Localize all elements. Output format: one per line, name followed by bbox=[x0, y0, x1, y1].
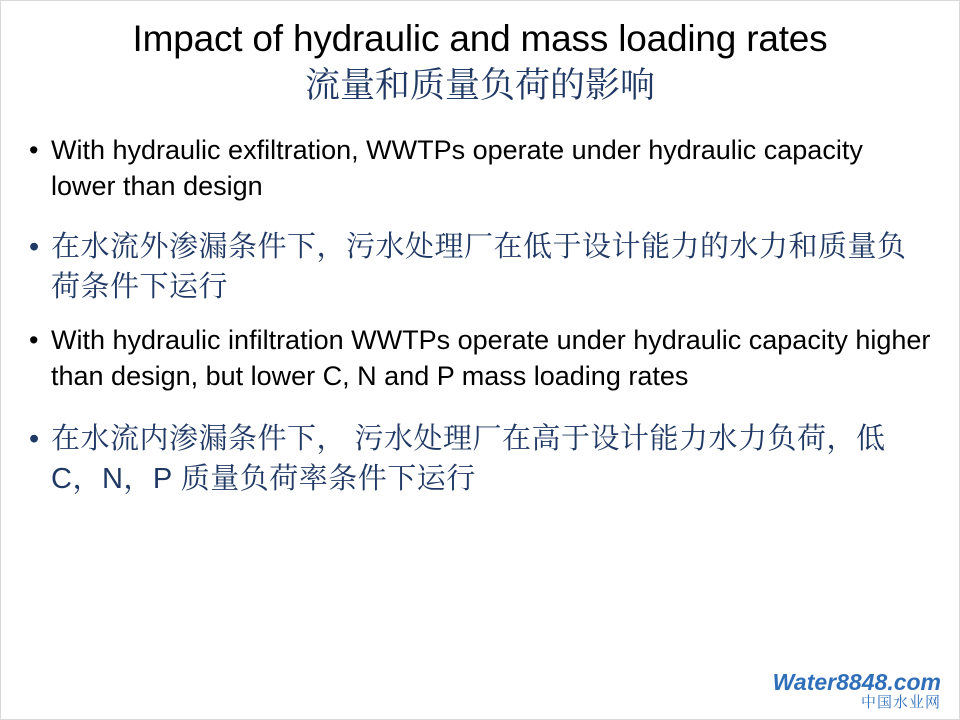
bullet-marker-icon: • bbox=[29, 135, 39, 166]
watermark-number: 8848 bbox=[836, 669, 888, 696]
list-item-label: With hydraulic exfiltration, WWTPs operate under hydraulic capacity lower than design bbox=[51, 135, 863, 202]
watermark-brand-line bbox=[773, 670, 941, 694]
list-item-label: 在水流内渗漏条件下， 污水处理厂在高于设计能力水力负荷，低 C，N，P 质量负荷率条件下运行 bbox=[51, 423, 886, 496]
bullet-marker-icon: • bbox=[29, 325, 39, 356]
bullet-list bbox=[29, 133, 931, 499]
list-item bbox=[29, 133, 931, 205]
bullet-marker-icon: • bbox=[29, 231, 40, 264]
watermark-suffix: .com bbox=[887, 669, 941, 696]
watermark-brand: Water bbox=[772, 669, 837, 696]
watermark-subtitle: 中国水业网 bbox=[860, 694, 941, 712]
list-item bbox=[29, 419, 931, 499]
list-item bbox=[29, 323, 931, 395]
list-item-label: 在水流外渗漏条件下，污水处理厂在低于设计能力的水力和质量负荷条件下运行 bbox=[51, 231, 907, 304]
list-item bbox=[29, 227, 931, 307]
page-title-english: Impact of hydraulic and mass loading rates bbox=[132, 18, 828, 59]
bullet-marker-icon: • bbox=[29, 423, 40, 456]
slide-title-block bbox=[1, 1, 959, 107]
watermark bbox=[773, 670, 941, 711]
page-title-chinese: 流量和质量负荷的影响 bbox=[304, 65, 655, 105]
list-item-label: With hydraulic infiltration WWTPs operate under hydraulic capacity higher than design, but lower C, N and P mass loading rates bbox=[51, 325, 931, 392]
